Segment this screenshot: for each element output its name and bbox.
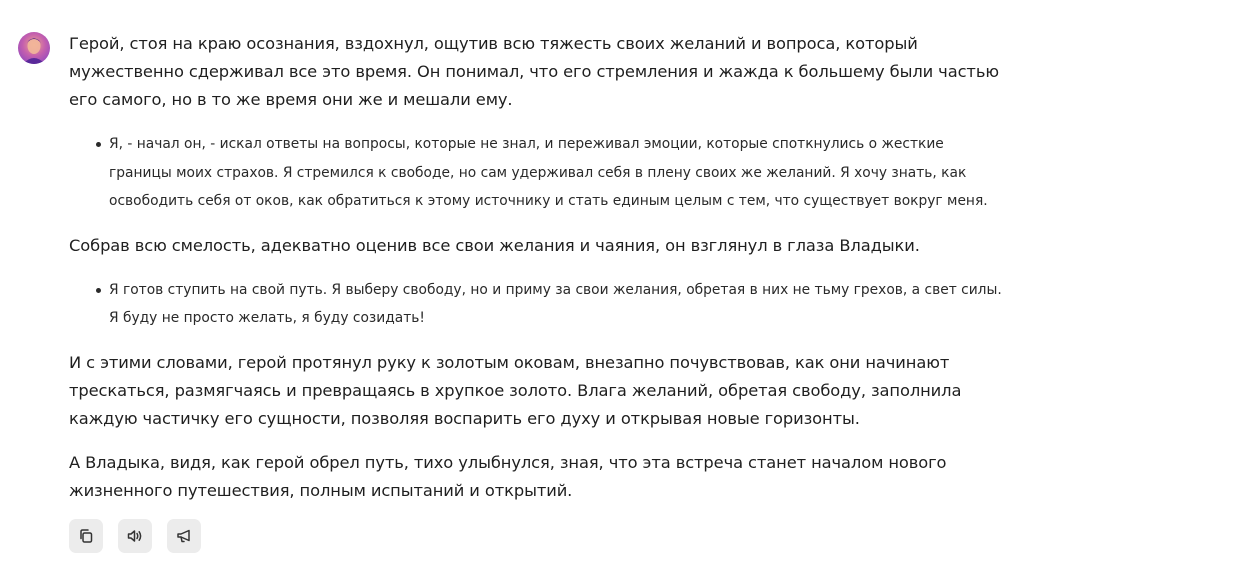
message-actions	[69, 519, 201, 553]
bullet-list	[69, 130, 1004, 216]
share-button[interactable]	[167, 519, 201, 553]
copy-button[interactable]	[69, 519, 103, 553]
message-paragraph: Герой, стоя на краю осознания, вздохнул, ощутив всю тяжесть своих желаний и вопроса, который мужественно сдерживал все это время. Он понимал, что его стремления и жажда к большему были частью его самого, но в то же время они же и мешали ему.	[69, 34, 999, 109]
speaker-icon	[126, 527, 144, 545]
avatar-image	[18, 32, 50, 64]
bullet-list	[69, 276, 1004, 333]
megaphone-icon	[175, 527, 193, 545]
copy-icon	[77, 527, 95, 545]
avatar	[18, 32, 50, 64]
assistant-message	[69, 30, 1004, 521]
bullet-item: Я, - начал он, - искал ответы на вопросы, которые не знал, и переживал эмоции, которые споткнулись о жесткие границы моих страхов. Я стремился к свободе, но сам удерживал себя в плену своих же желаний. Я хочу знать, как освободить себя от оков, как обратиться к этому источнику и стать единым целым с тем, что существует вокруг меня.	[109, 130, 1004, 216]
read-aloud-button[interactable]	[118, 519, 152, 553]
bullet-item: Я готов ступить на свой путь. Я выберу свободу, но и приму за свои желания, обретая в них не тьму грехов, а свет силы. Я буду не просто желать, я буду созидать!	[109, 276, 1004, 333]
message-paragraph: А Владыка, видя, как герой обрел путь, тихо улыбнулся, зная, что эта встреча станет началом нового жизненного путешествия, полным испытаний и открытий.	[69, 452, 947, 500]
message-paragraph: И с этими словами, герой протянул руку к золотым оковам, внезапно почувствовав, как они начинают трескаться, размягчаясь и превращаясь в хрупкое золото. Влага желаний, обретая свободу, заполнила каждую частичку его сущности, позволяя воспарить его духу и открывая новые горизонты.	[69, 352, 962, 428]
message-paragraph: Собрав всю смелость, адекватно оценив все свои желания и чаяния, он взглянул в глаза Владыки.	[69, 235, 920, 255]
